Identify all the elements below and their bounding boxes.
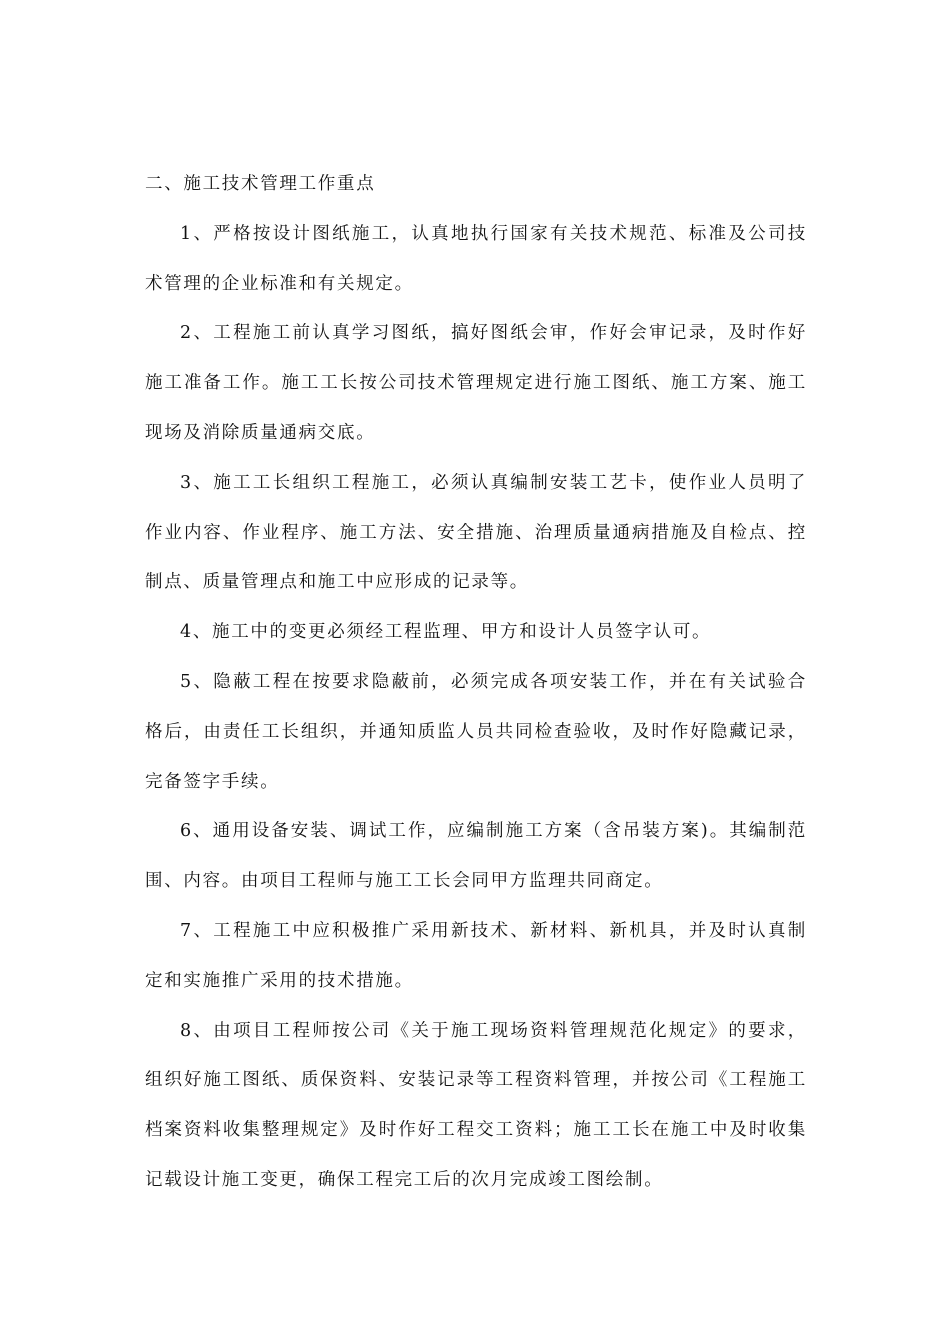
paragraph-1: 1、严格按设计图纸施工，认真地执行国家有关技术规范、标准及公司技术管理的企业标准和有关规定。 (145, 223, 807, 294)
paragraph-6: 6、通用设备安装、调试工作，应编制施工方案（含吊装方案)。其编制范围、内容。由项目工程师与施工工长会同甲方监理共同商定。 (145, 821, 807, 892)
paragraph-3: 3、施工工长组织工程施工，必须认真编制安装工艺卡，使作业人员明了作业内容、作业程序、施工方法、安全措施、治理质量通病措施及自检点、控制点、质量管理点和施工中应形成的记录等。 (145, 472, 807, 593)
document-page (145, 160, 807, 1206)
paragraph-8: 8、由项目工程师按公司《关于施工现场资料管理规范化规定》的要求，组织好施工图纸、质保资料、安装记录等工程资料管理，并按公司《工程施工档案资料收集整理规定》及时作好工程交工资料；施工工长在施工中及时收集记载设计施工变更，确保工程完工后的次月完成竣工图绘制。 (145, 1020, 807, 1190)
section-heading: 二、施工技术管理工作重点 (145, 174, 376, 194)
paragraph-4: 4、施工中的变更必须经工程监理、甲方和设计人员签字认可。 (180, 622, 712, 643)
paragraph-2: 2、工程施工前认真学习图纸，搞好图纸会审，作好会审记录，及时作好施工准备工作。施工工长按公司技术管理规定进行施工图纸、施工方案、施工现场及消除质量通病交底。 (145, 323, 807, 443)
paragraph-5: 5、隐蔽工程在按要求隐蔽前，必须完成各项安装工作，并在有关试验合格后，由责任工长组织，并通知质监人员共同检查验收，及时作好隐藏记录，完备签字手续。 (145, 671, 807, 792)
paragraph-7: 7、工程施工中应积极推广采用新技术、新材料、新机具，并及时认真制定和实施推广采用的技术措施。 (145, 920, 807, 991)
